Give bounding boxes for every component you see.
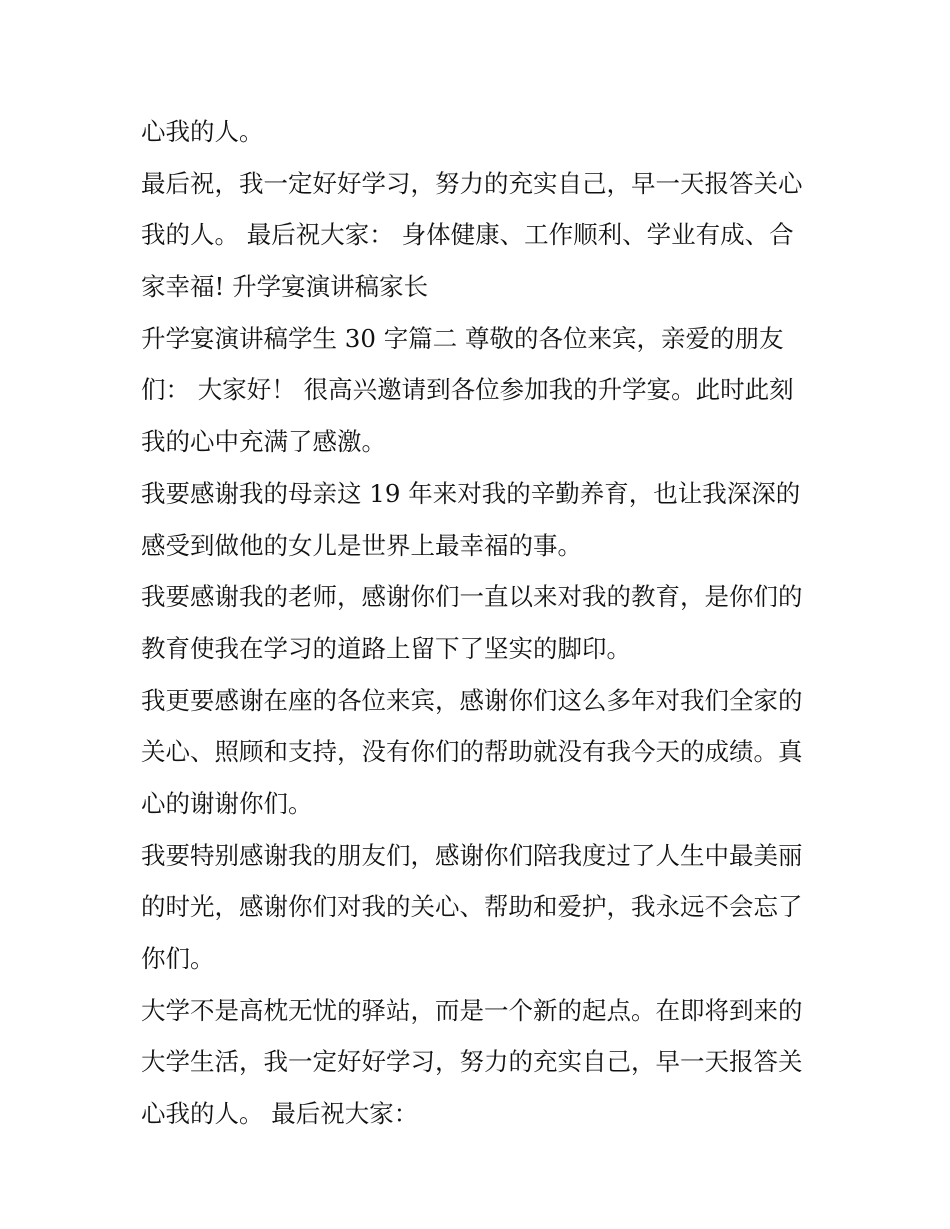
text-line: 我的人。 最后祝大家： 身体健康、工作顺利、学业有成、合 [141,220,794,250]
text-line: 我要感谢我的母亲这 19 年来对我的辛勤养育，也让我深深的 [141,478,801,508]
text-line: 心我的人。 最后祝大家： [141,1099,419,1129]
text-line: 心的谢谢你们。 [141,788,313,818]
text-line: 我要感谢我的老师，感谢你们一直以来对我的教育，是你们的 [141,582,803,612]
paragraph-7 [141,830,821,985]
paragraph-2 [141,158,821,313]
text-line: 的时光，感谢你们对我的关心、帮助和爱护，我永远不会忘了 [141,892,803,922]
text-line: 你们。 [141,944,215,973]
text-line: 大学不是高枕无忧的驿站，而是一个新的起点。在即将到来的 [141,995,803,1025]
text-line: 感受到做他的女儿是世界上最幸福的事。 [141,530,582,560]
paragraph-4 [141,468,821,571]
text-line: 升学宴演讲稿学生 30 字篇二 尊敬的各位来宾，亲爱的朋友 [141,323,784,353]
text-line: 家幸福! 升学宴演讲稿家长 [141,272,429,302]
text-line: 大学生活，我一定好好学习，努力的充实自己，早一天报答关 [141,1047,803,1077]
paragraph-6 [141,675,821,830]
paragraph-1 [141,106,821,158]
text-line: 们： 大家好！ 很高兴邀请到各位参加我的升学宴。此时此刻 [141,375,794,405]
text-line: 我更要感谢在座的各位来宾，感谢你们这么多年对我们全家的 [141,685,803,715]
text-line: 关心、照顾和支持，没有你们的帮助就没有我今天的成绩。真 [141,737,803,767]
paragraph-8 [141,985,821,1140]
text-line: 心我的人。 [141,117,264,146]
paragraph-5 [141,571,821,674]
text-line: 教育使我在学习的道路上留下了坚实的脚印。 [141,633,631,663]
text-line: 最后祝，我一定好好学习，努力的充实自己，早一天报答关心 [141,168,803,198]
text-line: 我要特别感谢我的朋友们，感谢你们陪我度过了人生中最美丽 [141,840,803,870]
document-body [141,106,821,1140]
paragraph-3 [141,313,821,468]
text-line: 我的心中充满了感激。 [141,427,386,457]
